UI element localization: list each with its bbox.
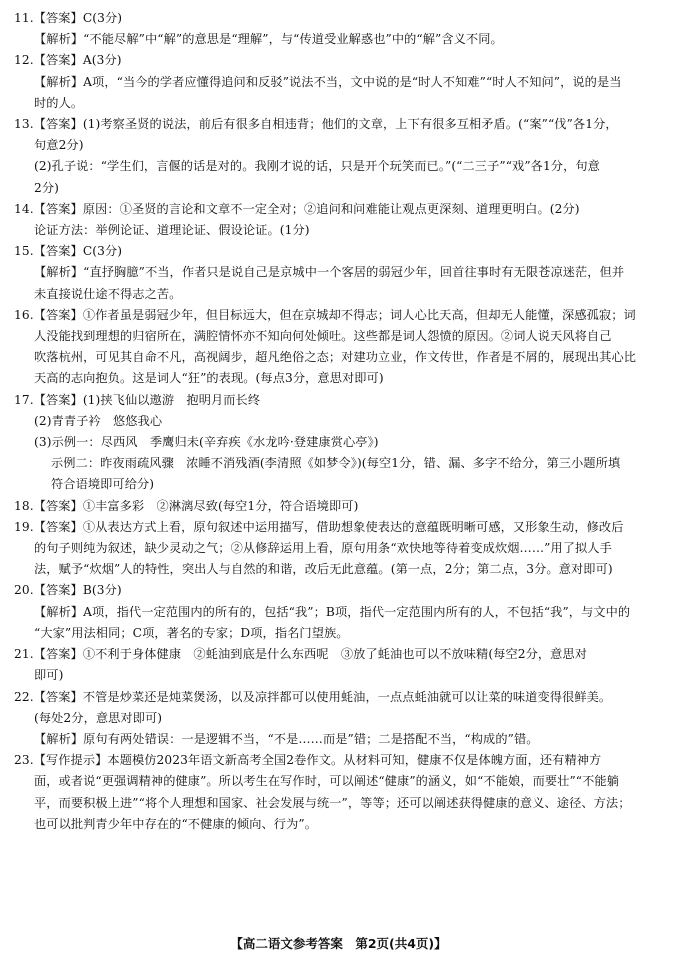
- q15-answer: 15.【答案】C(3分): [14, 244, 123, 259]
- q12-answer: 12.【答案】A(3分): [14, 53, 122, 68]
- q16-answer-line1: 16.【答案】①作者虽是弱冠少年，但目标远大，但在京城却不得志；词人心比天高，但却无人能懂，深感孤寂；词: [14, 307, 636, 322]
- q21-answer-line2: 即可): [34, 668, 64, 683]
- q17-answer-line4: 示例二：昨夜雨疏风骤 浓睡不消残酒(李清照《如梦令》)(每空1分，错、漏、多字不给分，第三小题所填: [51, 456, 621, 471]
- q22-analysis: 【解析】原句有两处错误：一是逻辑不当，“不是……而是”错；二是搭配不当，“构成的”错。: [34, 731, 539, 746]
- q23-tip-line1: 23.【写作提示】本题模仿2023年语文新高考全国2卷作文。从材料可知，健康不仅是体魄方面，还有精神方: [14, 753, 602, 768]
- q17-answer-line3: (3)示例一：尽西风 季鹰归未(辛弃疾《水龙吟·登建康赏心亭》): [34, 435, 379, 450]
- answer-key-page: [14, 8, 664, 835]
- q17-answer-line1: 17.【答案】(1)挟飞仙以遨游 抱明月而长终: [14, 392, 261, 407]
- q22-answer-line2: (每处2分，意思对即可): [34, 710, 163, 725]
- q15-analysis-line2: 未直接说仕途不得志之苦。: [34, 286, 182, 301]
- q14-answer-line1: 14.【答案】原因：①圣贤的言论和文章不一定全对；②追问和问难能让观点更深刻、道理更明白。(2分): [14, 201, 580, 216]
- q13-answer-line3: (2)孔子说：“学生们，言偃的话是对的。我刚才说的话，只是开个玩笑而已。”(“二三子”“戏”各1分，句意: [34, 159, 600, 174]
- q11-answer: 11.【答案】C(3分): [14, 11, 123, 25]
- q16-answer-line3: 吹落杭州，可见其自命不凡，高视阔步，超凡绝俗之态；对建功立业，作文传世，作者是不屑的，展现出其心比: [34, 350, 637, 365]
- q18-answer: 18.【答案】①丰富多彩 ②淋漓尽致(每空1分，符合语境即可): [14, 498, 359, 513]
- q13-answer-line2: 句意2分): [34, 138, 84, 153]
- q23-tip-line2: 面，或者说“更强调精神的健康”。所以考生在写作时，可以阐述“健康”的涵义，如“不能娘，而要壮”“不能躺: [34, 774, 619, 789]
- q16-answer-line2: 人没能找到理想的归宿所在，满腔情怀亦不知向何处倾吐。这些都是词人怨愤的原因。②词人说天风将自己: [34, 329, 612, 344]
- q13-answer-line1: 13.【答案】(1)考察圣贤的说法，前后有很多自相违背；他们的文章，上下有很多互相矛盾。(“案”“伐”各1分，: [14, 117, 618, 132]
- q13-answer-line4: 2分): [34, 180, 59, 195]
- q20-analysis-line2: “大家”用法相同；C项，著名的专家；D项，指名门望族。: [34, 625, 349, 640]
- q15-analysis-line1: 【解析】“直抒胸臆”不当，作者只是说自己是京城中一个客居的弱冠少年，回首往事时有无限苍凉迷茫，但并: [34, 265, 625, 280]
- q12-analysis-line2: 时的人。: [34, 95, 84, 110]
- q11-analysis: 【解析】“不能尽解”中“解”的意思是“理解”，与“传道受业解惑也”中的“解”含义不同。: [34, 32, 503, 47]
- page-footer: 【高二语文参考答案 第2页(共4页)】: [230, 936, 447, 951]
- q23-tip-line4: 也可以批判青少年中存在的“不健康的倾向、行为”。: [34, 816, 317, 831]
- q22-answer-line1: 22.【答案】不管是炒菜还是炖菜煲汤，以及凉拌都可以使用蚝油，一点点蚝油就可以让菜的味道变得很鲜美。: [14, 689, 612, 704]
- q17-answer-line5: 符合语境即可给分): [51, 477, 155, 492]
- q17-answer-line2: (2)青青子衿 悠悠我心: [34, 413, 163, 428]
- q19-answer-line2: 的句子则纯为叙述，缺少灵动之气；②从修辞运用上看，原句用条“欢快地等待着变成炊烟……”用了拟人手: [34, 541, 612, 556]
- q20-analysis-line1: 【解析】A项，指代一定范围内的所有的，包括“我”；B项，指代一定范围内所有的人，不包括“我”，与文中的: [34, 604, 631, 619]
- q14-answer-line2: 论证方法：举例论证、道理论证、假设论证。(1分): [34, 223, 310, 238]
- q12-analysis-line1: 【解析】A项，“当今的学者应懂得追问和反驳”说法不当，文中说的是“时人不知难”“时人不知问”，说的是当: [34, 74, 622, 89]
- q16-answer-line4: 天高的志向抱负。这是词人“狂”的表现。(每点3分，意思对即可): [34, 371, 384, 386]
- q19-answer-line1: 19.【答案】①从表达方式上看，原句叙述中运用描写，借助想象使表达的意蕴既明晰可感，又形象生动，修改后: [14, 519, 624, 534]
- q21-answer-line1: 21.【答案】①不利于身体健康 ②蚝油到底是什么东西呢 ③放了蚝油也可以不放味精(每空2分，意思对: [14, 647, 588, 662]
- q23-tip-line3: 平，而要积极上进”“将个人理想和国家、社会发展与统一”，等等；还可以阐述获得健康的意义、途径、方法；: [34, 795, 631, 810]
- q19-answer-line3: 法，赋予“炊烟”人的特性，突出人与自然的和谐，改后无此意蕴。(第一点，2分；第二点，3分。意对即可): [34, 562, 613, 577]
- q20-answer: 20.【答案】B(3分): [14, 583, 122, 598]
